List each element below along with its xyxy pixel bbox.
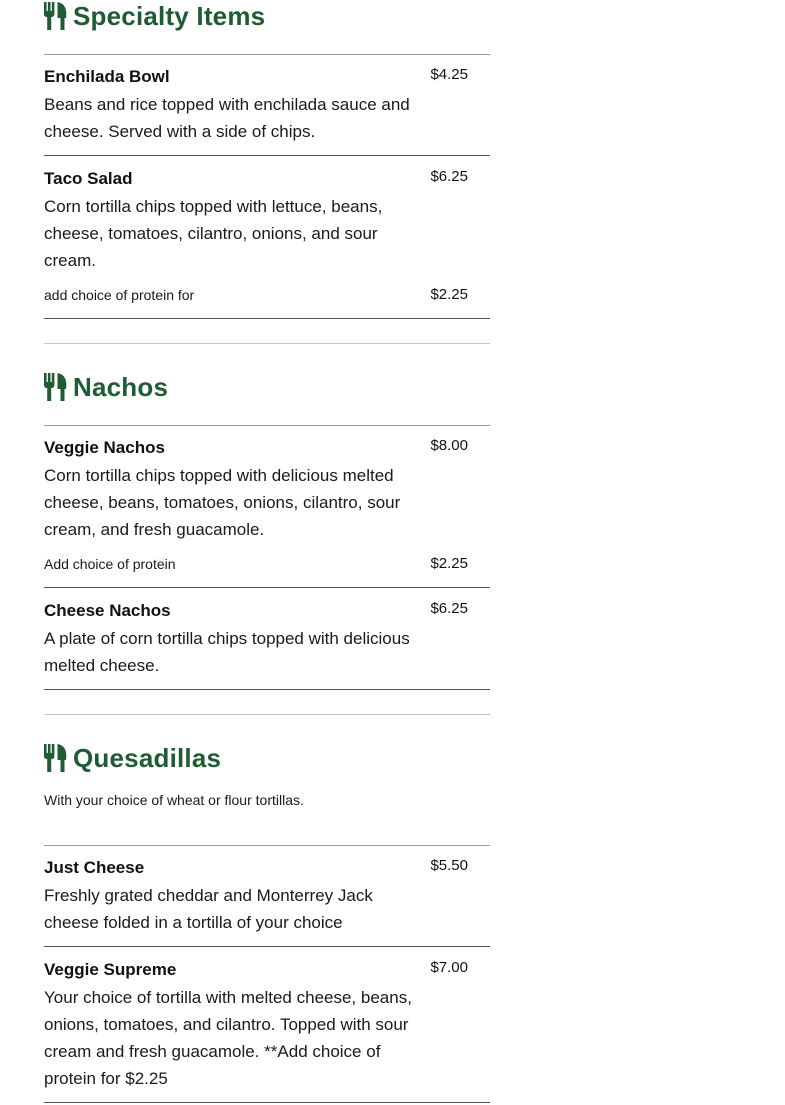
- section-title: Specialty Items: [73, 0, 266, 31]
- section-header-quesadillas: [44, 742, 221, 774]
- item-price: $4.25: [430, 66, 468, 83]
- addon-price: $2.25: [430, 286, 468, 303]
- item-description: Freshly grated cheddar and Monterrey Jack cheese folded in a tortilla of your choice: [44, 886, 373, 932]
- item-divider: [44, 946, 490, 947]
- section-header-nachos: [44, 371, 168, 403]
- fork-knife-icon: [44, 744, 68, 772]
- section-title: Nachos: [73, 371, 169, 402]
- item-name: Veggie Nachos: [44, 438, 165, 457]
- item-divider: [44, 318, 490, 319]
- addon-price: $2.25: [430, 555, 468, 572]
- item-price: $6.25: [430, 600, 468, 617]
- item-description: Corn tortilla chips topped with delicious melted cheese, beans, tomatoes, onions, cilantro, sour cream, and fresh guacamole.: [44, 466, 401, 539]
- item-divider: [44, 587, 490, 588]
- fork-knife-icon: [44, 2, 68, 30]
- item-name: Cheese Nachos: [44, 601, 171, 620]
- item-divider: [44, 689, 490, 690]
- item-name: Just Cheese: [44, 858, 145, 877]
- section-header-specialty-items: [44, 0, 265, 32]
- item-divider: [44, 155, 490, 156]
- item-name: Veggie Supreme: [44, 960, 177, 979]
- section-end-divider: [44, 343, 490, 344]
- fork-knife-icon: [44, 373, 68, 401]
- item-description: Beans and rice topped with enchilada sauce and cheese. Served with a side of chips.: [44, 95, 410, 141]
- section-divider: [44, 425, 490, 426]
- addon-label: Add choice of protein: [44, 556, 176, 572]
- section-title: Quesadillas: [73, 742, 222, 773]
- item-divider: [44, 1102, 490, 1103]
- item-price: $5.50: [430, 857, 468, 874]
- item-price: $7.00: [430, 959, 468, 976]
- item-description: Your choice of tortilla with melted cheese, beans, onions, tomatoes, and cilantro. Topped with sour cream and fresh guacamole. **Add choice of protein for $2.25: [44, 988, 412, 1088]
- item-name: Taco Salad: [44, 169, 133, 188]
- item-name: Enchilada Bowl: [44, 67, 170, 86]
- item-description: A plate of corn tortilla chips topped with delicious melted cheese.: [44, 629, 410, 675]
- addon-label: add choice of protein for: [44, 287, 195, 303]
- section-divider: [44, 54, 490, 55]
- section-note: With your choice of wheat or flour tortillas.: [44, 792, 304, 808]
- item-description: Corn tortilla chips topped with lettuce, beans, cheese, tomatoes, cilantro, onions, and sour cream.: [44, 197, 383, 270]
- item-price: $6.25: [430, 168, 468, 185]
- section-divider: [44, 845, 490, 846]
- item-price: $8.00: [430, 437, 468, 454]
- section-end-divider: [44, 714, 490, 715]
